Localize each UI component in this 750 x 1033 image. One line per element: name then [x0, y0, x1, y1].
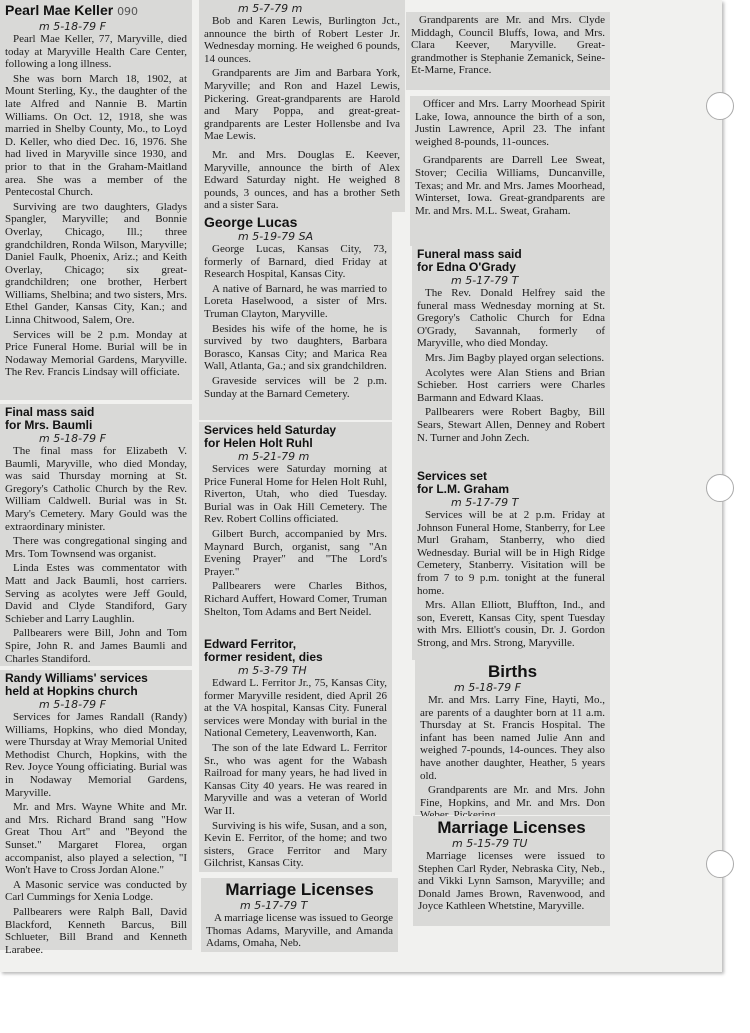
- headline-line-2: for Helen Holt Ruhl: [204, 436, 313, 450]
- paragraph: Surviving are two daughters, Gladys Spangler, Maryville; and Bonnie Overlay, Chicago, Ill.; three grandchildren, Ronda Wilson, Maryville; Daniel Faulk, Phoenix, Ariz.; and Keith Overlay, Chicago; six great-grandchildren; one brother, Herbert Williams, Shelbina; and two sisters, Mrs. Ethel Gander, Kansas City, Kan.; and Linna Chitwood, Salem, Ore.: [5, 200, 187, 327]
- paragraph: Mrs. Jim Bagby played organ selections.: [425, 351, 605, 364]
- handwritten-date: m 5-18-79 F: [39, 432, 106, 445]
- paragraph: The Rev. Donald Helfrey said the funeral mass Wednesday morning at St. Gregory's Catholic Church for Edna O'Grady, Savannah, formerly of Maryville, who died Monday.: [417, 287, 605, 350]
- headline: Services set: [417, 469, 488, 483]
- paragraph: Grandparents are Darrell Lee Sweat, Stover; Cecilia Williams, Duncanville, Texas; and Mr. and Mrs. James Moorhead, Winterset, Iowa. Great-grandparents are Mr. and Mrs. M.L. Sweat, Graham.: [415, 154, 605, 217]
- birth-announcement-lewis: [199, 0, 405, 212]
- paragraph: Mr. and Mrs. Wayne White and Mr. and Mrs. Richard Brand sang "How Great Thou Art" and "Beyond the Sunset." Margaret Florea, organ accompanist, also played a selection, "I Won't Have to Cross Jordan Alone.": [5, 801, 187, 877]
- handwritten-date: m 5-18-79 F: [454, 681, 521, 694]
- paragraph: Services will be at 2 p.m. Friday at Johnson Funeral Home, Stanberry, for Lee Murl Graham, Stanberry, who died Wednesday. Burial will be in High Ridge Cemetery, Stanberry. Visitation will be from 7 to 9 p.m. tonight at the funeral home.: [417, 509, 605, 597]
- paragraph: A native of Barnard, he was married to Loreta Haselwood, a sister of Mrs. Truman Clayton, Maryville.: [204, 282, 387, 320]
- paragraph: She was born March 18, 1902, at Mount Sterling, Ky., the daughter of the late Alfred and Nannie B. Martin Williams. On Oct. 12, 1918, she was married in Shelby County, Mo., to Loyd D. Keller, who died Dec. 16, 1976. She had lived in Maryville since 1930, and prior to that in the Graham-Maitland area. She was a member of the Pentecostal Church.: [5, 72, 187, 199]
- headline: Births: [487, 662, 538, 681]
- paragraph: Linda Estes was commentator with Matt and Jack Baumli, host carriers. Serving as acolytes were Jeff Gould, David and Clyde Standiford, Gary Schieber and Larry Laughlin.: [5, 562, 187, 625]
- paragraph: A Masonic service was conducted by Carl Cummings for Xenia Lodge.: [5, 878, 187, 904]
- headline: George Lucas: [204, 214, 298, 230]
- paragraph: Services were Saturday morning at Price Funeral Home for Helen Holt Ruhl, Riverton, Utah, who died Tuesday. Burial was in Oak Hill Cemetery. The Rev. Robert Collins officiated.: [204, 463, 387, 526]
- paragraph: Graveside services will be 2 p.m. Sunday at the Barnard Cemetery.: [204, 374, 387, 400]
- paragraph: Mrs. Allan Elliott, Bluffton, Ind., and son, Everett, Kansas City, spent Tuesday with Mrs. Elliott's cousin, Dr. J. Gordon Strong, and Mrs. Strong, Maryville.: [417, 599, 605, 649]
- paragraph: The son of the late Edward L. Ferritor Sr., who was agent for the Wabash Railroad for many years, he had lived in Kansas City 40 years. He was reared in Maryville and was a veteran of World War II.: [204, 741, 387, 817]
- obituary-helen-holt-ruhl: [199, 422, 392, 636]
- binder-hole-bottom: [706, 850, 734, 878]
- paragraph: Pallbearers were Robert Bagby, Bill Sears, Stewart Allen, Denney and Robert N. Turner and John Zech.: [417, 406, 605, 444]
- page-number-annotation: 090: [117, 5, 139, 18]
- paragraph: Edward L. Ferritor Jr., 75, Kansas City, former Maryville resident, died April 26 at the VA hospital, Kansas City. Funeral services were Monday with burial in the National Cemetery, Leavenworth, Kan.: [204, 677, 387, 740]
- handwritten-date: m 5-17-79 T: [451, 496, 519, 509]
- birth-grandparents-keever: [406, 12, 610, 90]
- headline: Services held Saturday: [204, 423, 337, 437]
- paragraph: Gilbert Burch, accompanied by Mrs. Maynard Burch, organist, sang "An Evening Prayer" and "The Lord's Prayer.": [204, 527, 387, 578]
- handwritten-date: m 5-7-79 m: [238, 2, 303, 15]
- headline-line-2: for L.M. Graham: [417, 482, 510, 496]
- paragraph: Services for James Randall (Randy) Williams, Hopkins, who died Monday, were Thursday at Wray Memorial United Methodist Church, Hopkins, with the Rev. Joyce Young officiating. Burial was in Nodaway Memorial Gardens, Maryville.: [5, 711, 187, 799]
- binder-hole-top: [706, 92, 734, 120]
- handwritten-date: m 5-18-79 F: [39, 698, 106, 711]
- paragraph: Surviving is his wife, Susan, and a son, Kevin E. Ferritor, of the home; and two sisters, Grace Ferritor and Mary Gilchrist, Kansas City.: [204, 819, 387, 870]
- headline-line-2: former resident, dies: [204, 650, 323, 664]
- birth-announcement-moorhead: [410, 96, 610, 246]
- binder-hole-middle: [706, 474, 734, 502]
- obituary-pearl-mae-keller: [0, 0, 192, 400]
- paragraph: Grandparents are Mr. and Mrs. Clyde Middagh, Council Bluffs, Iowa, and Mrs. Clara Keever, Maryville. Great-grandmother is Stephanie Zemanick, Seine-Et-Marne, France.: [411, 14, 605, 77]
- marriage-licenses-ryder-brown: [413, 816, 610, 926]
- paragraph: Grandparents are Mr. and Mrs. John Fine, Hopkins, and Mr. and Mrs. Don: [420, 784, 605, 809]
- paragraph: Pallbearers were Bill, John and Tom Spire, John R. and James Baumli and Charles Standiford.: [5, 627, 187, 665]
- paragraph: There was congregational singing and Mrs. Tom Townsend was organist.: [5, 535, 187, 560]
- paragraph: Acolytes were Alan Stiens and Brian Schieber. Host carriers were Charles Barmann and Edward Klaas.: [417, 366, 605, 404]
- handwritten-date: m 5-3-79 TH: [238, 664, 307, 677]
- paragraph: George Lucas, Kansas City, 73, formerly of Barnard, died Friday at Research Hospital, Kansas City.: [204, 243, 387, 281]
- headline: Marriage Licenses: [225, 880, 374, 899]
- handwritten-date: m 5-15-79 TU: [452, 837, 528, 850]
- headline: Final mass said: [5, 405, 95, 419]
- paragraph: Pearl Mae Keller, 77, Maryville, died today at Maryville Health Care Center, following a long illness.: [5, 33, 187, 71]
- paragraph: Marriage licenses were issued to Stephen Carl Ryder, Nebraska City, Neb., and Vikki Lynn Samson, Maryville; and Donald James Brown, Ravenwood, and Joyce Kathleen Whetstine, Maryville.: [418, 850, 605, 913]
- headline: Funeral mass said: [417, 247, 522, 261]
- births-fine: [415, 660, 610, 815]
- obituary-george-lucas: [199, 212, 392, 420]
- paragraph: Grandparents are Jim and Barbara York, Maryville; and Ron and Hazel Lewis, Pickering. Great-grandparents are Harold and Mary Poppa, and great-great-grandparents are Lester Hollensbe and Iva Mae Lewis.: [204, 67, 400, 143]
- handwritten-date: m 5-21-79 m: [238, 450, 310, 463]
- headline-line-2: held at Hopkins church: [5, 684, 138, 698]
- obituary-baumli: [0, 404, 192, 666]
- handwritten-date: m 5-17-79 T: [451, 274, 519, 287]
- obituary-edward-ferritor: [199, 636, 392, 872]
- paragraph: A marriage license was issued to George Thomas Adams, Maryville, and Amanda Adams, Omaha, Neb.: [206, 912, 393, 950]
- handwritten-date: m 5-18-79 F: [39, 20, 106, 33]
- obituary-edna-ogrady: [412, 246, 610, 468]
- paragraph: The final mass for Elizabeth V. Baumli, Maryville, who died Monday, was said Thursday morning at St. Gregory's Catholic Church by the Rev. William Caldwell. Burial was in St. Mary's Cemetery. Mary Gould was the extraordinary minister.: [5, 445, 187, 533]
- headline-line-2: for Mrs. Baumli: [5, 418, 93, 432]
- headline: Randy Williams' services: [5, 671, 148, 685]
- handwritten-date: m 5-19-79 SA: [238, 230, 314, 243]
- obituary-randy-williams: [0, 670, 192, 956]
- paragraph: Besides his wife of the home, he is survived by two daughters, Barbara Borasco, Kansas City; and Marica Rea Wall, Atlanta, Ga.; and six grandchildren.: [204, 322, 387, 373]
- paragraph: Mr. and Mrs. Douglas E. Keever, Maryville, announce the birth of Alex Edward Saturday night. He weighed 8 pounds, 3 ounces, and has a brother Seth and a sister Sara.: [204, 148, 400, 212]
- paragraph: Officer and Mrs. Larry Moorhead Spirit Lake, Iowa, announce the birth of a son, Justin Lawrence, April 23. The infant weighed 8-pounds, 11-ounces.: [415, 98, 605, 148]
- headline: Edward Ferritor,: [204, 637, 297, 651]
- marriage-licenses-adams: [201, 878, 398, 952]
- paragraph: Bob and Karen Lewis, Burlington Jct., announce the birth of Robert Lester Jr. Wednesday morning. He weighed 6 pounds, 14 ounces.: [204, 15, 400, 65]
- paragraph: Mr. and Mrs. Larry Fine, Hayti, Mo., are parents of a daughter born at 11 a.m. Thursday at St. Francis Hospital. The infant has been named Julie Ann and weighed 7-pounds, 14-ounces. They also have another daughter, Heather, 5 years old.: [420, 694, 605, 782]
- obituary-lm-graham: [412, 468, 610, 660]
- paragraph: Pallbearers were Ralph Ball, David Blackford, Kenneth Barcus, Bill Schlueter, Bill Brand and Kenneth Larabee.: [5, 905, 187, 956]
- paragraph: Services will be 2 p.m. Monday at Price Funeral Home. Burial will be in Nodaway Memorial Gardens, Maryville. The Rev. Francis Lindsay will officiate.: [5, 328, 187, 379]
- handwritten-date: m 5-17-79 T: [240, 899, 308, 912]
- headline: Marriage Licenses: [437, 818, 586, 837]
- headline: Pearl Mae Keller 090: [5, 2, 139, 18]
- headline-line-2: for Edna O'Grady: [417, 260, 516, 274]
- paragraph: Pallbearers were Charles Bithos, Richard Auffert, Howard Comer, Truman Shelton, Tom Adams and Bert Neidel.: [204, 580, 387, 618]
